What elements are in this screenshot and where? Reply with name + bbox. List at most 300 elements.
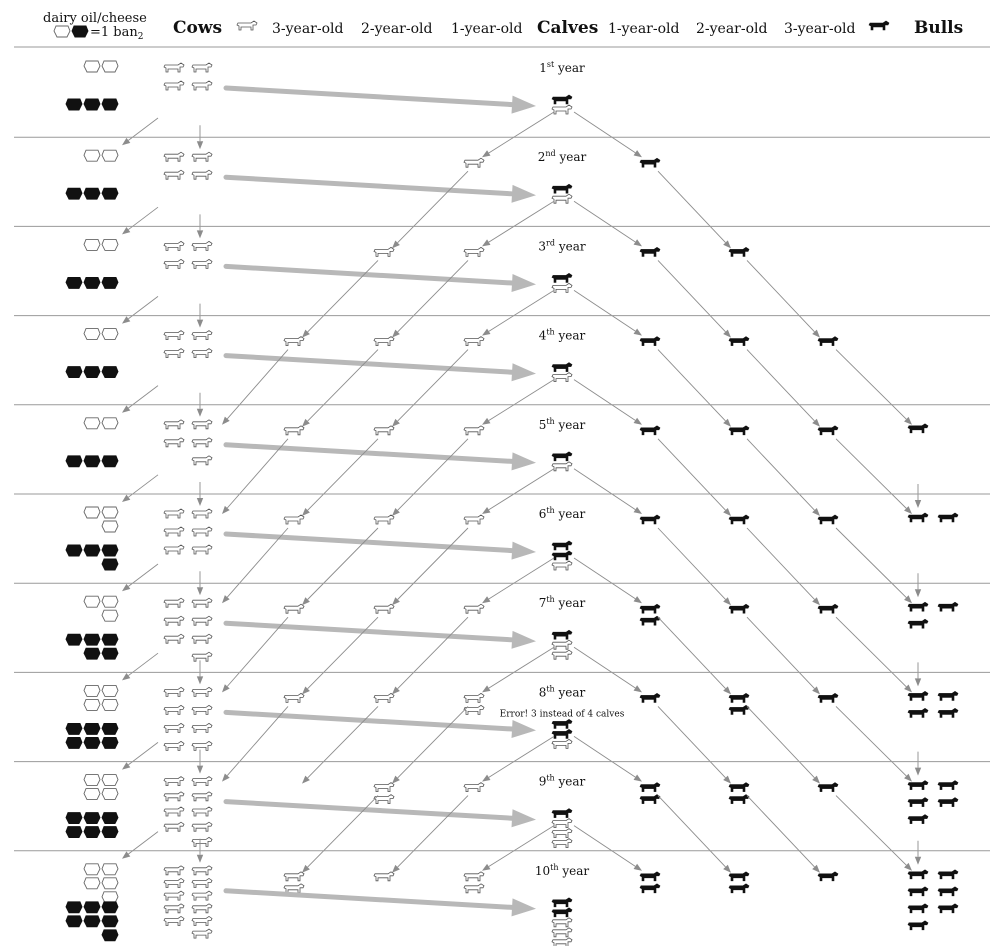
birth-arrow	[226, 88, 536, 114]
male-calf-icon	[552, 898, 572, 907]
female-1yo-icon	[464, 872, 484, 881]
female-1yo-icon	[464, 337, 484, 346]
cheese-pot-icon	[84, 827, 100, 838]
bull-icon	[938, 781, 958, 790]
product-flow-arrow	[122, 475, 158, 502]
header-male-2yo: 2-year-old	[696, 21, 768, 37]
male-1yo-icon	[640, 604, 660, 613]
bull-icon	[938, 798, 958, 807]
cheese-pot-icon	[102, 648, 118, 659]
year-label: 9th year	[538, 773, 586, 789]
male-1yo-icon	[640, 158, 660, 167]
cow-icon	[192, 652, 212, 661]
cow-icon	[164, 527, 184, 536]
cow-icon	[164, 705, 184, 714]
bull-icon	[908, 887, 928, 896]
female-calf-icon	[552, 561, 572, 570]
dairy-oil-pot-icon	[102, 892, 118, 903]
bull-icon	[908, 921, 928, 930]
dairy-oil-pot-icon	[84, 61, 100, 72]
cheese-pot-icon	[102, 99, 118, 110]
cheese-pot-icon	[102, 634, 118, 645]
cow-icon	[192, 891, 212, 900]
bull-icon	[908, 904, 928, 913]
product-flow-arrow	[122, 653, 158, 680]
dairy-oil-pot-icon	[102, 685, 118, 696]
birth-arrow	[226, 623, 536, 649]
female-calf-icon	[552, 938, 572, 946]
dairy-oil-pot-icon	[102, 699, 118, 710]
bull-icon	[908, 424, 928, 433]
cheese-pot-icon	[84, 277, 100, 288]
male-calf-icon	[552, 273, 572, 282]
bull-icon	[908, 781, 928, 790]
cheese-pot-icon	[102, 737, 118, 748]
cheese-pot-icon	[66, 188, 82, 199]
male-calf-icon	[552, 95, 572, 104]
male-aging-arrow	[658, 350, 731, 427]
year-row	[14, 762, 990, 873]
cow-icon	[164, 438, 184, 447]
male-3yo-icon	[818, 426, 838, 435]
product-flow-arrow	[122, 564, 158, 591]
female-calf-icon	[552, 194, 572, 203]
cheese-pot-icon	[66, 827, 82, 838]
female-calf-icon	[552, 819, 572, 828]
cow-icon	[164, 259, 184, 268]
male-2yo-icon	[729, 337, 749, 346]
cheese-pot-icon	[102, 559, 118, 570]
birth-arrow	[226, 445, 536, 471]
female-aging-arrow	[392, 260, 468, 337]
dairy-oil-pot-icon	[102, 239, 118, 250]
year-row	[14, 494, 990, 605]
cheese-pot-icon	[66, 367, 82, 378]
female-1yo-icon	[464, 515, 484, 524]
female-calf-icon	[552, 918, 572, 927]
cheese-pot-icon	[102, 916, 118, 927]
dairy-oil-pot-icon	[84, 418, 100, 429]
female-3yo-icon	[284, 884, 304, 893]
female-1yo-icon	[464, 426, 484, 435]
male-aging-arrow	[658, 260, 731, 337]
birth-arrow	[226, 177, 536, 203]
male-calf-icon	[552, 551, 572, 560]
cow-icon	[192, 777, 212, 786]
female-to-cow-arrow	[222, 617, 288, 692]
header-male-1yo: 1-year-old	[608, 21, 680, 37]
male-to-bull-arrow	[836, 350, 912, 425]
cow-icon	[164, 916, 184, 925]
cow-icon	[192, 152, 212, 161]
cow-icon	[192, 634, 212, 643]
cheese-pot-icon	[84, 545, 100, 556]
cheese-pot-icon	[102, 277, 118, 288]
female-calf-icon	[552, 650, 572, 659]
cow-icon	[192, 807, 212, 816]
male-to-bull-arrow	[836, 528, 912, 603]
cow-icon	[192, 866, 212, 875]
cheese-pot-icon	[84, 813, 100, 824]
bull-icon	[908, 798, 928, 807]
cow-icon	[192, 878, 212, 887]
year-label: 6th year	[538, 506, 586, 521]
dairy-oil-pot-icon	[102, 789, 118, 800]
cow-icon	[164, 878, 184, 887]
dairy-oil-pot-icon	[102, 878, 118, 889]
male-aging-arrow	[658, 528, 731, 605]
bull-icon	[908, 691, 928, 700]
cow-icon	[164, 741, 184, 750]
male-aging-arrow	[658, 171, 731, 248]
cow-icon	[164, 687, 184, 696]
male-2yo-icon	[729, 884, 749, 893]
female-calf-icon	[552, 283, 572, 292]
legend-oil-icon	[54, 26, 70, 37]
dairy-oil-pot-icon	[102, 150, 118, 161]
male-calf-icon	[552, 452, 572, 461]
birth-arrow	[226, 356, 536, 382]
female-calf-icon	[552, 829, 572, 838]
cheese-pot-icon	[102, 723, 118, 734]
male-calf-icon	[552, 908, 572, 917]
male-3yo-icon	[818, 515, 838, 524]
dairy-oil-pot-icon	[102, 61, 118, 72]
male-to-bull-arrow	[836, 617, 912, 692]
male-2yo-icon	[729, 515, 749, 524]
cow-icon	[192, 349, 212, 358]
female-to-cow-arrow	[222, 528, 288, 603]
bull-continue-arrow	[915, 662, 921, 686]
cow-icon	[192, 170, 212, 179]
cow-icon	[164, 822, 184, 831]
header-bull-icon	[869, 21, 889, 30]
cheese-pot-icon	[102, 902, 118, 913]
product-flow-arrow	[122, 742, 158, 769]
year-row	[14, 226, 990, 337]
header-male-3yo: 3-year-old	[784, 21, 856, 37]
female-to-cow-arrow	[222, 350, 288, 425]
female-1yo-icon	[464, 783, 484, 792]
cow-icon	[164, 616, 184, 625]
female-2yo-icon	[374, 604, 394, 613]
dairy-oil-pot-icon	[84, 864, 100, 875]
dairy-oil-pot-icon	[84, 150, 100, 161]
cow-icon	[192, 456, 212, 465]
bull-icon	[908, 602, 928, 611]
cow-icon	[192, 241, 212, 250]
cheese-pot-icon	[84, 737, 100, 748]
cheese-pot-icon	[102, 367, 118, 378]
birth-arrow	[226, 802, 536, 828]
female-aging-arrow	[392, 350, 468, 427]
male-1yo-icon	[640, 884, 660, 893]
bull-icon	[908, 513, 928, 522]
header-female-2yo: 2-year-old	[361, 21, 433, 37]
cheese-pot-icon	[66, 916, 82, 927]
dairy-oil-pot-icon	[84, 685, 100, 696]
cheese-pot-icon	[102, 188, 118, 199]
cow-icon	[192, 259, 212, 268]
cow-icon	[192, 81, 212, 90]
bull-icon	[908, 870, 928, 879]
female-1yo-icon	[464, 604, 484, 613]
female-calf-icon	[552, 928, 572, 937]
dairy-oil-pot-icon	[102, 775, 118, 786]
male-aging-arrow	[747, 350, 820, 427]
cow-icon	[192, 63, 212, 72]
header-cows: Cows	[173, 18, 223, 38]
male-1yo-icon	[640, 616, 660, 625]
year-row	[14, 316, 990, 427]
female-3yo-icon	[284, 872, 304, 881]
header	[43, 11, 963, 42]
dairy-oil-pot-icon	[84, 878, 100, 889]
cow-icon	[164, 420, 184, 429]
bull-icon	[938, 904, 958, 913]
female-3yo-icon	[284, 515, 304, 524]
cheese-pot-icon	[84, 648, 100, 659]
male-aging-arrow	[658, 439, 731, 516]
female-aging-arrow	[392, 617, 468, 694]
product-flow-arrow	[122, 296, 158, 323]
cheese-pot-icon	[84, 99, 100, 110]
dairy-oil-pot-icon	[84, 596, 100, 607]
male-3yo-icon	[818, 693, 838, 702]
bull-continue-arrow	[915, 752, 921, 776]
year-label: 4th year	[538, 327, 586, 343]
cow-icon	[164, 170, 184, 179]
cow-icon	[192, 438, 212, 447]
cow-icon	[164, 349, 184, 358]
male-calf-icon	[552, 719, 572, 728]
cow-icon	[164, 792, 184, 801]
male-3yo-icon	[818, 872, 838, 881]
male-2yo-icon	[729, 693, 749, 702]
male-3yo-icon	[818, 337, 838, 346]
cow-icon	[164, 891, 184, 900]
header-bulls: Bulls	[914, 18, 964, 38]
cheese-pot-icon	[102, 545, 118, 556]
male-2yo-icon	[729, 872, 749, 881]
male-aging-arrow	[747, 260, 820, 337]
bull-icon	[938, 513, 958, 522]
female-calf-icon	[552, 640, 572, 649]
bull-continue-arrow	[915, 573, 921, 597]
cow-icon	[192, 929, 212, 938]
cow-icon	[164, 81, 184, 90]
cow-icon	[164, 904, 184, 913]
male-1yo-icon	[640, 515, 660, 524]
female-3yo-icon	[284, 337, 304, 346]
product-flow-arrow	[122, 207, 158, 234]
cheese-pot-icon	[66, 456, 82, 467]
female-1yo-icon	[464, 884, 484, 893]
bull-icon	[938, 602, 958, 611]
cow-icon	[192, 331, 212, 340]
female-1yo-icon	[464, 705, 484, 714]
male-aging-arrow	[747, 796, 820, 873]
error-note: Error! 3 instead of 4 calves	[499, 709, 625, 720]
header-calves: Calves	[537, 18, 599, 38]
male-calf-icon	[552, 630, 572, 639]
female-to-cow-arrow	[222, 439, 288, 514]
dairy-oil-pot-icon	[102, 329, 118, 340]
cow-icon	[164, 241, 184, 250]
year-row	[14, 672, 990, 783]
cow-icon	[192, 509, 212, 518]
cow-icon	[192, 598, 212, 607]
female-2yo-icon	[374, 872, 394, 881]
cow-icon	[192, 420, 212, 429]
bull-icon	[938, 691, 958, 700]
cow-icon	[192, 705, 212, 714]
male-3yo-icon	[818, 604, 838, 613]
dairy-oil-pot-icon	[102, 864, 118, 875]
cheese-pot-icon	[102, 813, 118, 824]
male-1yo-icon	[640, 426, 660, 435]
cheese-pot-icon	[102, 456, 118, 467]
birth-arrow	[226, 712, 536, 738]
header-female-1yo: 1-year-old	[451, 21, 523, 37]
cow-icon	[192, 792, 212, 801]
female-calf-icon	[552, 105, 572, 114]
female-2yo-icon	[374, 337, 394, 346]
male-to-bull-arrow	[836, 706, 912, 781]
bull-icon	[938, 708, 958, 717]
female-aging-arrow	[392, 706, 468, 783]
dairy-oil-pot-icon	[102, 521, 118, 532]
bull-continue-arrow	[915, 841, 921, 865]
male-2yo-icon	[729, 783, 749, 792]
cow-icon	[164, 152, 184, 161]
cheese-pot-icon	[66, 277, 82, 288]
year-row	[14, 137, 990, 248]
cow-icon	[164, 598, 184, 607]
male-aging-arrow	[658, 796, 731, 873]
female-1yo-icon	[464, 693, 484, 702]
legend-title: dairy oil/cheese	[43, 11, 147, 26]
dairy-oil-pot-icon	[84, 239, 100, 250]
bull-icon	[938, 887, 958, 896]
birth-arrow	[226, 891, 536, 917]
male-calf-icon	[552, 809, 572, 818]
female-2yo-icon	[374, 247, 394, 256]
male-aging-arrow	[747, 439, 820, 516]
female-1yo-icon	[464, 247, 484, 256]
male-calf-icon	[552, 184, 572, 193]
male-3yo-icon	[818, 783, 838, 792]
product-flow-arrow	[122, 118, 158, 145]
year-label: 2nd year	[537, 149, 587, 165]
birth-arrow	[226, 534, 536, 560]
male-to-bull-arrow	[836, 796, 912, 871]
male-calf-icon	[552, 541, 572, 550]
male-2yo-icon	[729, 426, 749, 435]
cow-icon	[192, 527, 212, 536]
cheese-pot-icon	[84, 367, 100, 378]
female-aging-arrow	[392, 171, 468, 248]
female-calf-icon	[552, 462, 572, 471]
cheese-pot-icon	[66, 902, 82, 913]
year-row	[14, 405, 990, 516]
cow-icon	[164, 866, 184, 875]
dairy-oil-pot-icon	[102, 507, 118, 518]
cheese-pot-icon	[66, 634, 82, 645]
cow-icon	[192, 741, 212, 750]
female-calf-icon	[552, 373, 572, 382]
female-aging-arrow	[392, 439, 468, 516]
year-label: 7th year	[538, 595, 586, 611]
male-aging-arrow	[747, 528, 820, 605]
dairy-oil-pot-icon	[84, 329, 100, 340]
cow-icon	[164, 634, 184, 643]
male-calf-icon	[552, 363, 572, 372]
female-2yo-icon	[374, 693, 394, 702]
female-2yo-icon	[374, 783, 394, 792]
bull-continue-arrow	[915, 484, 921, 508]
year-row	[14, 851, 990, 946]
female-2yo-icon	[374, 515, 394, 524]
female-calf-icon	[552, 739, 572, 748]
year-row	[66, 60, 642, 157]
cow-icon	[164, 723, 184, 732]
male-1yo-icon	[640, 247, 660, 256]
dairy-oil-pot-icon	[102, 418, 118, 429]
dairy-oil-pot-icon	[84, 507, 100, 518]
cow-icon	[192, 723, 212, 732]
cheese-pot-icon	[102, 827, 118, 838]
header-female-3yo: 3-year-old	[272, 21, 344, 37]
female-3yo-icon	[284, 426, 304, 435]
cheese-pot-icon	[84, 916, 100, 927]
cow-icon	[164, 545, 184, 554]
product-flow-arrow	[122, 386, 158, 413]
cow-icon	[164, 777, 184, 786]
cow-icon	[164, 509, 184, 518]
cheese-pot-icon	[66, 723, 82, 734]
year-label: 1st year	[539, 60, 585, 75]
male-1yo-icon	[640, 872, 660, 881]
dairy-oil-pot-icon	[84, 775, 100, 786]
cheese-pot-icon	[66, 545, 82, 556]
cheese-pot-icon	[84, 456, 100, 467]
year-rows	[14, 60, 990, 946]
male-to-bull-arrow	[836, 439, 912, 514]
bull-icon	[908, 815, 928, 824]
bull-icon	[938, 870, 958, 879]
cow-icon	[192, 545, 212, 554]
cheese-pot-icon	[84, 188, 100, 199]
year-label: 10th year	[534, 862, 590, 878]
cow-icon	[192, 916, 212, 925]
bull-icon	[908, 619, 928, 628]
female-to-cow-arrow	[222, 706, 288, 781]
male-aging-arrow	[658, 706, 731, 783]
bull-icon	[908, 708, 928, 717]
birth-arrow	[226, 266, 536, 292]
male-2yo-icon	[729, 795, 749, 804]
male-1yo-icon	[640, 783, 660, 792]
female-calf-icon	[552, 839, 572, 848]
cow-icon	[192, 904, 212, 913]
cow-icon	[164, 63, 184, 72]
year-label: 8th year	[538, 684, 586, 700]
cow-icon	[164, 331, 184, 340]
female-3yo-icon	[284, 693, 304, 702]
male-1yo-icon	[640, 337, 660, 346]
dairy-oil-pot-icon	[84, 789, 100, 800]
